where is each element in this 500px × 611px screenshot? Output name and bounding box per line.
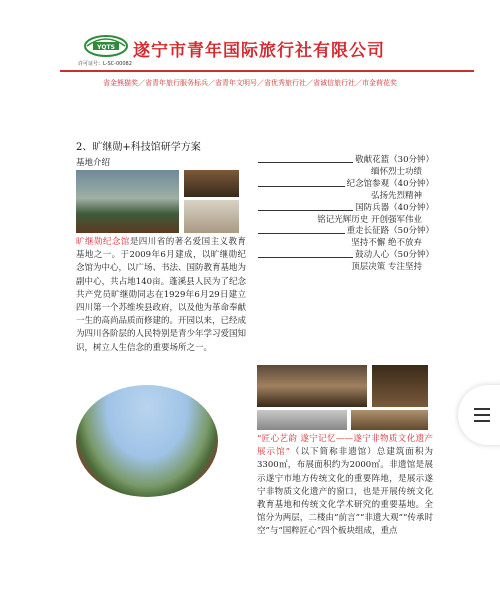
schedule-subtitle: 顶层决策 专注坚持	[351, 262, 422, 273]
header-divider	[60, 70, 474, 72]
menu-button[interactable]	[458, 385, 500, 445]
schedule-subtitle: 铭记光辉历史 开创强军伟业	[317, 214, 422, 225]
group-photo	[76, 385, 218, 497]
schedule-subtitle: 弘扬先烈精神	[370, 190, 422, 201]
schedule-item: 鼓动人心（50分钟）	[256, 250, 434, 262]
honors-line: 省金熊猫奖／省青年旅行服务标兵／省青年文明号／省优秀旅行社／省诚信旅行社／市金荷花奖	[103, 79, 397, 87]
section-title: 2、旷继勋+科技馆研学方案	[76, 142, 201, 153]
license-number: 许可证号：L-SC-00082	[78, 61, 132, 67]
museum-paragraph	[257, 433, 433, 539]
intro-text: 是四川省的著名爱国主义教育基地之一。于2009年6月建成，以旷继勋纪念馆为中心，以广场、书法、国防教育基地为副中心，共占地140亩。蓬溪县人民为了纪念共产党员旷继勋同志在1929年6月29日建立四川第一个苏维埃县政府，以及他为革命奉献一生的高尚品质而修建的。开园以来，已经成为四川各阶层的人民特别是青少年学习爱国知识，树立人生信念的重要场所之一。	[76, 237, 247, 353]
museum-highlight: “匠心艺韵 遂宁记忆——遂宁非物质文化遗产展示馆”	[257, 434, 433, 458]
hamburger-menu-icon	[474, 404, 490, 426]
museum-photo	[257, 365, 367, 407]
svg-text:YQTS: YQTS	[97, 44, 115, 51]
museum-text: （以下简称非遗馆）总建筑面积为3300㎡，布展面积约为2000㎡。非遗馆是展示遂宁市地方传统文化的重要阵地，是展示遂宁非物质文化遗产的窗口，也是开展传统文化教育基地和传统文化学术研究的重要基地。全馆分为两层，二楼由“前言”“非遗大观”“传承时空”与“国粹匠心”四个板块组成，重点	[257, 447, 433, 537]
company-logo	[84, 34, 128, 58]
exhibit-photo	[184, 170, 239, 197]
exhibit-photo	[184, 200, 239, 233]
museum-photo	[372, 365, 428, 407]
schedule-item: 重走长征路（50分钟）	[256, 226, 434, 238]
schedule-subtitle: 坚持不懈 绝不放弃	[351, 238, 422, 249]
company-name: 遂宁市青年国际旅行社有限公司	[133, 41, 385, 61]
statue-photo	[76, 170, 179, 233]
intro-paragraph	[76, 236, 246, 355]
museum-photo	[351, 410, 428, 430]
intro-highlight: 旷继勋纪念馆	[76, 237, 130, 247]
intro-label: 基地介绍	[76, 158, 111, 168]
schedule-subtitle: 缅怀烈士功绩	[370, 166, 422, 177]
schedule-item: 纪念馆参观（40分钟）	[256, 179, 434, 191]
museum-photo	[257, 410, 347, 430]
schedule-item: 国防兵器（40分钟）	[256, 203, 434, 215]
schedule-item: 敬献花篮（30分钟）	[256, 155, 434, 167]
schedule-list	[256, 155, 434, 274]
